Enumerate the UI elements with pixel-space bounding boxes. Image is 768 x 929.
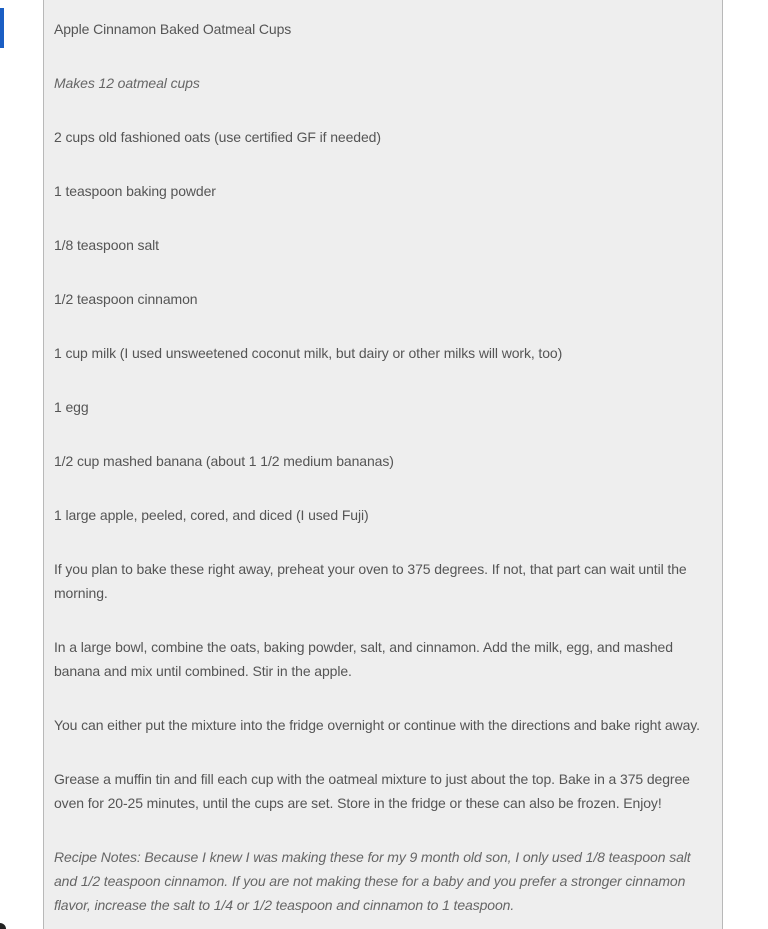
ingredient-item: 1 egg [54, 399, 89, 415]
recipe-title: Apple Cinnamon Baked Oatmeal Cups [54, 21, 292, 37]
direction-step: You can either put the mixture into the fridge overnight or continue with the directions and bake right away. [54, 717, 700, 733]
ingredient-item: 1/8 teaspoon salt [54, 237, 159, 253]
ingredient-item: 1/2 teaspoon cinnamon [54, 291, 198, 307]
recipe-notes: Recipe Notes: Because I knew I was making these for my 9 month old son, I only used 1/8 teaspoon salt and 1/2 teaspoon cinnamon. If you are not making these for a baby and you prefer a stronger cinnamon flavor, increase the salt to 1/4 or 1/2 teaspoon and cinnamon to 1 teaspoon. [54, 849, 691, 913]
left-accent-bar [0, 8, 4, 48]
ingredient-item: 1 large apple, peeled, cored, and diced (I used Fuji) [54, 507, 369, 523]
ingredient-item: 1/2 cup mashed banana (about 1 1/2 medium bananas) [54, 453, 394, 469]
ingredient-item: 1 cup milk (I used unsweetened coconut milk, but dairy or other milks will work, too) [54, 345, 563, 361]
corner-decoration [0, 923, 6, 929]
direction-step: In a large bowl, combine the oats, baking powder, salt, and cinnamon. Add the milk, egg, and mashed banana and mix until combined. Stir in the apple. [54, 639, 673, 679]
direction-step: If you plan to bake these right away, preheat your oven to 375 degrees. If not, that part can wait until the morning. [54, 561, 687, 601]
recipe-box [43, 0, 723, 929]
direction-step: Grease a muffin tin and fill each cup with the oatmeal mixture to just about the top. Bake in a 375 degree oven for 20-25 minutes, until the cups are set. Store in the fridge or these can also be frozen. Enjoy! [54, 771, 690, 811]
ingredient-item: 2 cups old fashioned oats (use certified GF if needed) [54, 129, 381, 145]
recipe-yield: Makes 12 oatmeal cups [54, 75, 200, 91]
ingredient-item: 1 teaspoon baking powder [54, 183, 216, 199]
